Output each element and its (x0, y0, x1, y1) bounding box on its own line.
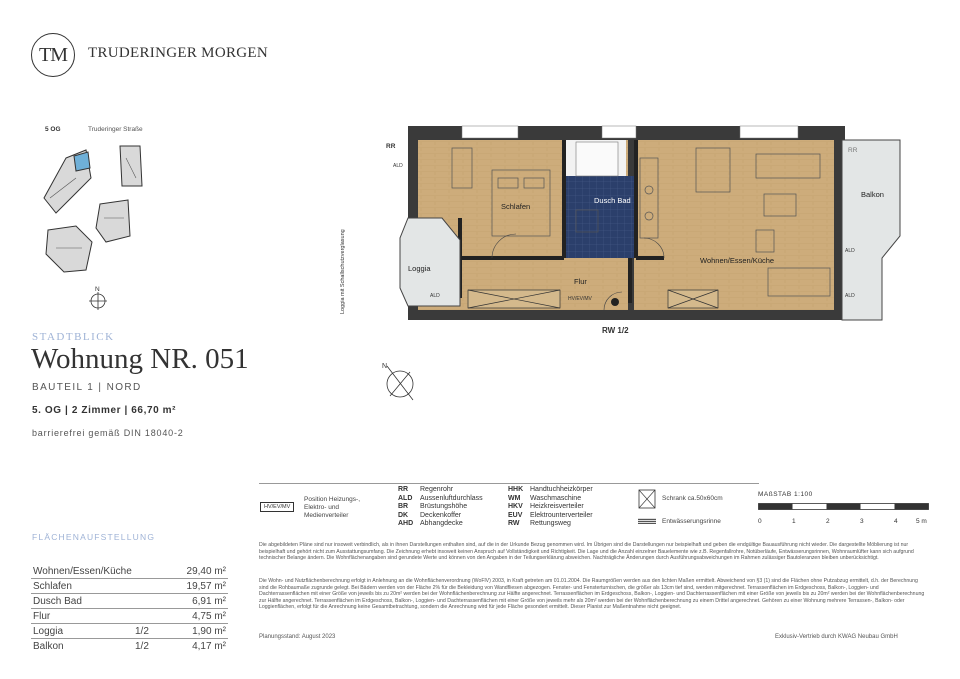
footer-sales: Exklusiv-Vertrieb durch KWAG Neubau GmbH (775, 634, 898, 640)
floor-plan (372, 118, 920, 348)
apartment-summary: 5. OG | 2 Zimmer | 66,70 m² (32, 405, 177, 416)
brand-name: TRUDERINGER MORGEN (88, 45, 268, 61)
area-name: Wohnen/Essen/Küche (33, 566, 132, 577)
legend-value: Rettungsweg (530, 520, 571, 528)
keyplan-north-label: N (95, 286, 100, 293)
legend-key: EUV (508, 511, 523, 519)
scale-title: MAßSTAB 1:100 (758, 491, 813, 498)
apartment-title: Wohnung NR. 051 (31, 343, 249, 375)
legend-divider (259, 483, 759, 484)
areas-heading: FLÄCHENAUFSTELLUNG (32, 532, 156, 542)
legend-hv-line: Medienverteiler (304, 512, 349, 519)
scale-tick: 1 (792, 518, 796, 525)
area-factor: 1/2 (135, 626, 149, 637)
legend-key: RR (398, 486, 409, 493)
legend-key: DK (398, 511, 409, 519)
apartment-accessibility: barrierefrei gemäß DIN 18040-2 (32, 428, 184, 438)
area-value: 1,90 m² (192, 626, 226, 637)
cabinet-icon (638, 489, 656, 509)
legend-value: Deckenkoffer (420, 511, 462, 519)
legend-key: HHK (508, 486, 524, 493)
mark-ald: ALD (845, 293, 855, 299)
area-name: Loggia (33, 626, 64, 637)
area-value: 6,91 m² (192, 596, 226, 607)
mark-hv: HV/EV/MV (568, 296, 592, 302)
legend-key: WM (508, 494, 521, 502)
legend-key: HKV (508, 503, 523, 511)
legend-key: AHD (398, 520, 414, 528)
legend-value: Heizkreisverteiler (530, 503, 584, 511)
disclaimer-1: Die abgebildeten Pläne sind nur insoweit verbindlich, als in ihnen Darstellungen enthalten sind, auf die in der Urkunde Bezug genommen wird. Im Übrigen sind die Darstellungen nur beispielhaft und geben die endgültige Bauausführung nicht wieder. Die dargestellte Möblierung ist nur beispielhaft und gehört nicht zum Ausstattungsumfang. Die Zeichnung erhebt insoweit keinen Anspruch auf Vollständigkeit und Richtigkeit. Die Lage und die Anzahl einzelner Bauelemente wie z.B. Regenfallrohre, Notüberläufe, Entwässerungsrinnen, Wohnraumlüfter kann sich aufgrund technischer Belange ändern. Die Wohnflächenangaben sind gerundete Werte und können von den Angaben in der Teilungserklärung abweichen. Nachträgliche Änderungen durch Ausführungsabweichungen im Rahmen zulässiger Bautoleranzen bleiben unberücksichtigt. (259, 542, 914, 562)
area-name: Flur (33, 611, 51, 622)
north-arrow-icon (89, 292, 107, 310)
area-row (31, 565, 228, 579)
legend-hv-line: Position Heizungs-, (304, 496, 360, 503)
legend-hv-text (304, 496, 360, 520)
legend-value: Handtuchheizkörper (530, 486, 593, 493)
legend-value: Aussenluftdurchlass (420, 494, 483, 502)
legend-value: Waschmaschine (530, 494, 582, 502)
scale-bar (758, 503, 930, 511)
area-factor: 1/2 (135, 641, 149, 652)
area-name: Schlafen (33, 581, 72, 592)
area-name: Dusch Bad (33, 596, 82, 607)
area-row (31, 610, 228, 624)
area-row (31, 595, 228, 609)
legend-col-1 (398, 486, 483, 529)
compass-icon (380, 360, 418, 402)
legend-hv-box: HV/EV/MV (260, 502, 294, 512)
mark-rw: RW 1/2 (602, 326, 629, 335)
mark-ald: ALD (845, 248, 855, 254)
loggia-note: Loggia mit Schallschutzverglasung (340, 229, 346, 314)
area-value: 29,40 m² (186, 566, 226, 577)
drain-icon (638, 518, 656, 524)
scale-tick: 4 (894, 518, 898, 525)
riser-icon (611, 298, 619, 306)
legend-value: Brüstungshöhe (420, 503, 468, 511)
scale-tick: 0 (758, 518, 762, 525)
scale-tick: 3 (860, 518, 864, 525)
area-row (31, 625, 228, 639)
keyplan-drawing (36, 138, 156, 283)
legend-drain: Entwässerungsrinne (662, 518, 721, 525)
apartment-category: STADTBLICK (32, 331, 115, 343)
footer-status: Planungsstand: August 2023 (259, 634, 336, 640)
legend-col-2 (508, 486, 593, 529)
area-value: 4,17 m² (192, 641, 226, 652)
room-flur: Flur (574, 277, 587, 286)
room-bad: Dusch Bad (594, 196, 631, 205)
keyplan-street: Truderinger Straße (88, 126, 143, 133)
room-schlafen: Schlafen (501, 202, 531, 211)
brand-monogram: TM (31, 33, 75, 77)
mark-ald: ALD (393, 163, 403, 169)
area-row (31, 640, 228, 653)
area-name: Balkon (33, 641, 64, 652)
apartment-building: BAUTEIL 1 | NORD (32, 382, 142, 393)
legend-hv-line: Elektro- und (304, 504, 340, 511)
legend-value: Regenrohr (420, 486, 454, 493)
room-wohnen: Wohnen/Essen/Küche (700, 256, 775, 265)
legend-value: Elektrounterverteiler (530, 511, 593, 519)
mark-rr: RR (848, 147, 858, 154)
keyplan-floor: 5 OG (45, 126, 61, 133)
scale-tick: 2 (826, 518, 830, 525)
legend-key: RW (508, 520, 520, 528)
mark-ald: ALD (430, 293, 440, 299)
room-balkon: Balkon (861, 190, 884, 199)
legend-value: Abhangdecke (420, 520, 463, 528)
mark-rr: RR (386, 143, 396, 150)
area-value: 4,75 m² (192, 611, 226, 622)
legend-key: ALD (398, 494, 413, 502)
disclaimer-2: Die Wohn- und Nutzflächenberechnung erfolgt in Anlehnung an die Wohnflächenverordnung (WoFlV) 2003, in Kraft getreten am 01.01.2004. Die Raumgrößen werden aus den lichten Maßen ermittelt. Abweichend von §3 (1) sind die Flächen ohne Putzabzug ermittelt, d.h. der Berechnung sind die Rohbaumaße zugrunde gelegt. Bei Bädern werden von der Fläche 2% für die Bekleidung von Wandfliesen abgezogen. Fenster- und Fensterturnischen, die größer als 13cm tief sind, werden mitgerechnet. Terrassenflächen im Erdgeschoss, Balkon-, Loggien- und Dachterrassenflächen mit einer Größe von jeweils bis zu 20m² werden bei der Wohnflächenberechnung zur Hälfte angerechnet. Terrassenflächen im Erdgeschoss, Balkon-, Loggien- und Dachterrassenflächen mit einer Größe von jeweils bis zu 20m² werden bei der Wohnflächenberechnung zur Hälfte angerechnet. Terrassenflächen im Erdgeschoss, Balkon-, Loggien- und Dachterrassenflächen mit einer Größe von jeweils mehr als 20m² werden bei der Wohnflächenberechnung zu einem Drittel angerechnet. Gehören zu einer Wohnung mehrere Terrassen-, Balkon- oder Loggienflächen, erfolgt für die Anrechnung keine Gesamtbetrachtung, sondern die Anrechnung wird für jede Fläche gesondert ermittelt. Dieser Planist zur Maßentnahme nicht geeignet. (259, 578, 925, 611)
area-row (31, 580, 228, 594)
area-value: 19,57 m² (186, 581, 226, 592)
svg-text:N: N (382, 363, 388, 370)
scale-tick: 5 m (916, 518, 927, 525)
room-loggia: Loggia (408, 264, 431, 273)
legend-cabinet: Schrank ca.50x60cm (662, 495, 723, 502)
legend-key: BR (398, 503, 409, 511)
